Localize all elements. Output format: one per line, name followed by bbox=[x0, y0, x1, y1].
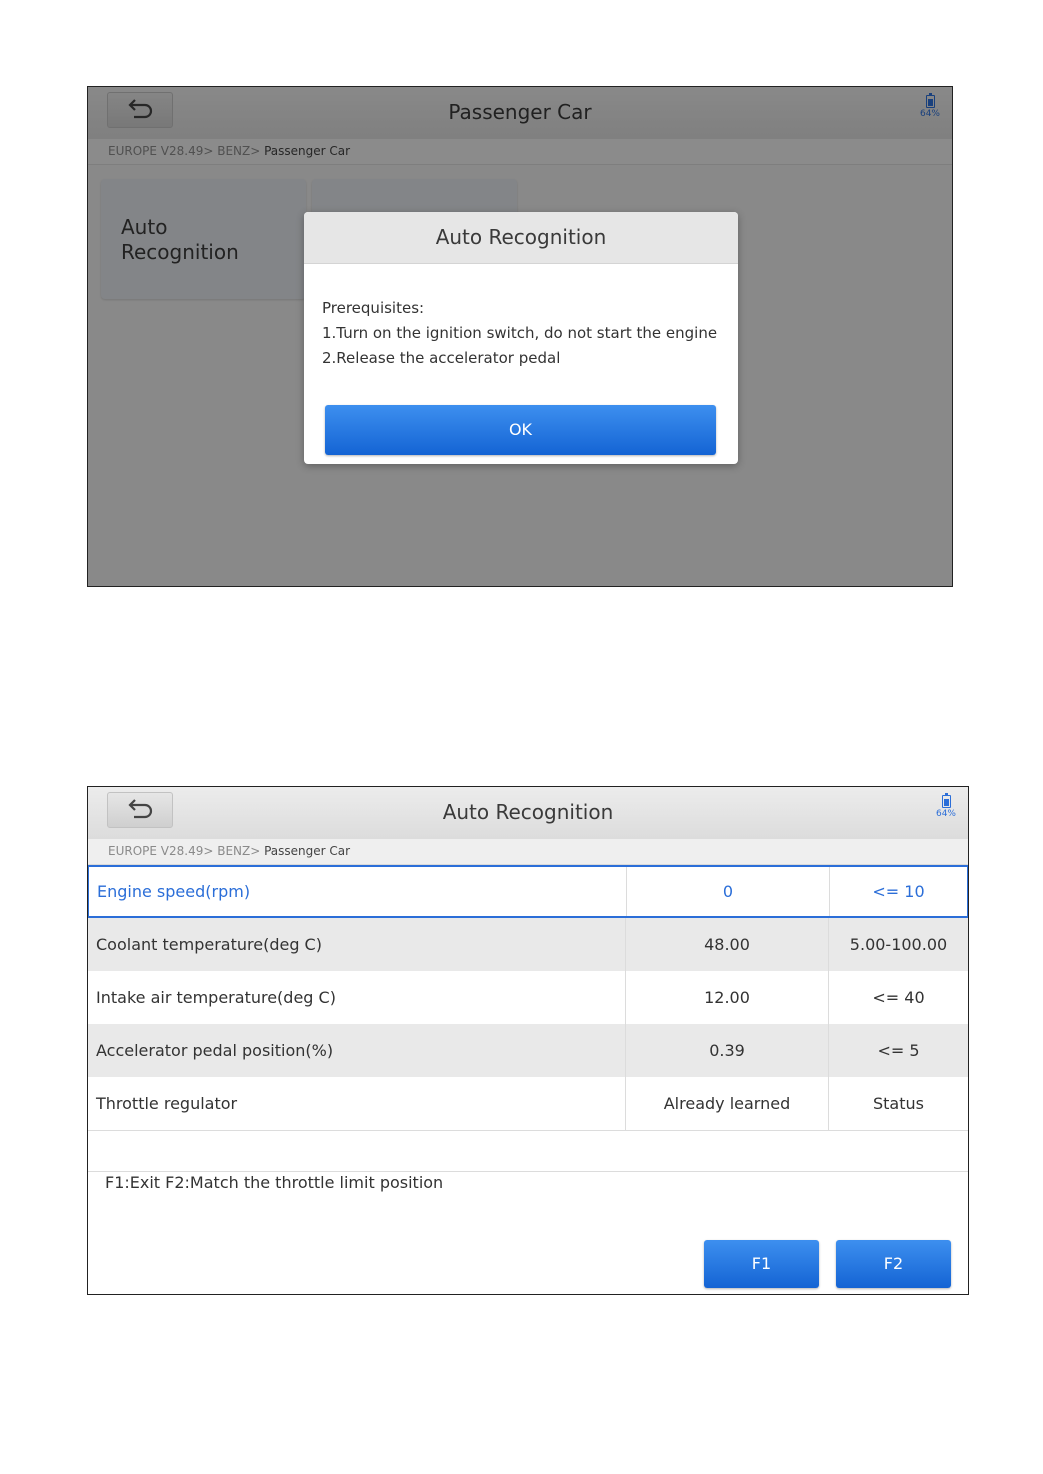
param-range: <= 5 bbox=[877, 1041, 920, 1060]
param-name: Engine speed(rpm) bbox=[89, 867, 627, 916]
passenger-car-screen bbox=[87, 86, 953, 587]
param-name: Throttle regulator bbox=[88, 1077, 626, 1130]
param-range: 5.00-100.00 bbox=[849, 935, 948, 954]
table-spacer-row bbox=[88, 1130, 968, 1172]
table-row[interactable] bbox=[88, 971, 968, 1024]
f1-button[interactable]: F1 bbox=[704, 1240, 819, 1288]
param-value: Already learned bbox=[626, 1077, 829, 1130]
breadcrumb-current: Passenger Car bbox=[264, 144, 351, 158]
table-row[interactable] bbox=[88, 865, 968, 918]
table-row[interactable] bbox=[88, 1077, 968, 1130]
breadcrumb-path: EUROPE V28.49> BENZ> bbox=[108, 844, 265, 858]
param-range: <= 10 bbox=[872, 882, 925, 901]
breadcrumb bbox=[88, 839, 968, 865]
param-value: 48.00 bbox=[626, 918, 829, 971]
auto-recognition-screen bbox=[87, 786, 969, 1295]
param-name: Accelerator pedal position(%) bbox=[88, 1024, 626, 1077]
param-name: Intake air temperature(deg C) bbox=[88, 971, 626, 1024]
table-row[interactable] bbox=[88, 1024, 968, 1077]
param-value: 12.00 bbox=[626, 971, 829, 1024]
page-title: Auto Recognition bbox=[442, 800, 614, 824]
breadcrumb-path: EUROPE V28.49> BENZ> bbox=[108, 144, 265, 158]
dialog-title: Auto Recognition bbox=[304, 212, 738, 264]
param-range: <= 40 bbox=[872, 988, 925, 1007]
top-bar bbox=[88, 787, 968, 840]
param-range: Status bbox=[873, 1094, 924, 1113]
dialog-body bbox=[304, 264, 738, 371]
function-key-hint: F1:Exit F2:Match the throttle limit position bbox=[105, 1173, 444, 1192]
prerequisites-heading: Prerequisites: bbox=[322, 299, 425, 317]
battery-percent: 64% bbox=[919, 109, 940, 119]
battery-indicator bbox=[932, 795, 960, 819]
param-value: 0.39 bbox=[626, 1024, 829, 1077]
tile-label-line1: Auto bbox=[121, 215, 168, 239]
data-table bbox=[88, 865, 968, 1172]
tile-label-line2: Recognition bbox=[121, 240, 239, 264]
page-title: Passenger Car bbox=[448, 100, 592, 124]
param-name: Coolant temperature(deg C) bbox=[88, 918, 626, 971]
f2-button[interactable]: F2 bbox=[836, 1240, 951, 1288]
breadcrumb-current: Passenger Car bbox=[264, 844, 351, 858]
prerequisite-1: 1.Turn on the ignition switch, do not start the engine bbox=[322, 324, 718, 342]
prerequisite-2: 2.Release the accelerator pedal bbox=[322, 349, 561, 367]
battery-percent: 64% bbox=[935, 809, 956, 819]
table-row[interactable] bbox=[88, 918, 968, 971]
auto-recognition-dialog bbox=[304, 212, 738, 464]
ok-button[interactable]: OK bbox=[325, 405, 716, 455]
param-value: 0 bbox=[627, 867, 830, 916]
battery-icon bbox=[942, 795, 951, 808]
